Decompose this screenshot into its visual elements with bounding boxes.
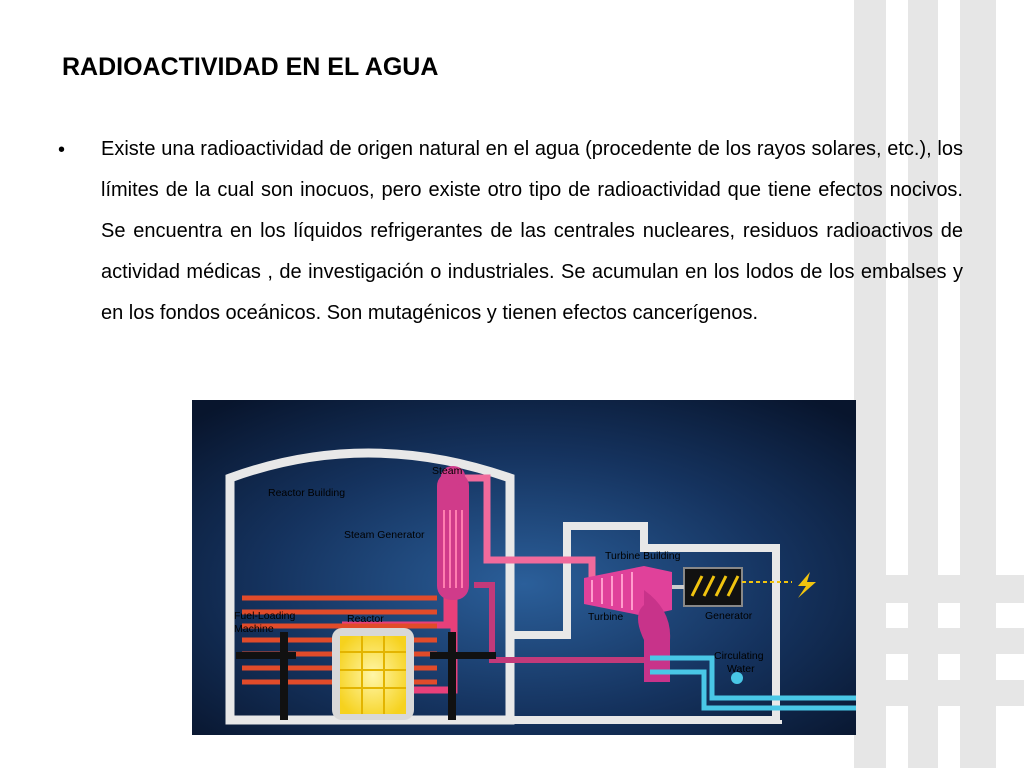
reactor-vessel xyxy=(332,628,414,720)
label-circulating-2: Water xyxy=(727,663,755,675)
generator xyxy=(684,568,742,606)
label-generator: Generator xyxy=(705,610,753,622)
label-fuel-loading-2: Machine xyxy=(234,623,274,635)
label-reactor-building: Reactor Building xyxy=(268,487,346,499)
bullet-marker: • xyxy=(58,139,66,161)
label-turbine: Turbine xyxy=(588,611,624,623)
label-steam-generator: Steam Generator xyxy=(344,529,425,541)
label-fuel-loading-1: Fuel-Loading xyxy=(234,610,296,622)
decor-stripe-horizontal-3 xyxy=(854,680,1024,706)
label-turbine-building: Turbine Building xyxy=(605,550,681,562)
diagram-background xyxy=(192,400,856,735)
steam-generator xyxy=(437,466,469,600)
decor-stripe-horizontal-1 xyxy=(854,575,1024,603)
decor-stripe-horizontal-2 xyxy=(854,628,1024,654)
nuclear-plant-diagram xyxy=(192,400,856,735)
slide-title: RADIOACTIVIDAD EN EL AGUA xyxy=(62,53,439,81)
label-circulating-1: Circulating xyxy=(714,650,764,662)
label-steam: Steam xyxy=(432,465,463,477)
label-reactor: Reactor xyxy=(347,613,384,625)
body-paragraph: Existe una radioactividad de origen natural en el agua (procedente de los rayos solares, etc.), los límites de la cual son inocuos, pero existe otro tipo de radioactividad que tiene efectos nocivos. Se encuentra en los líquidos refrigerantes de las centrales nucleares, residuos radioactivos de actividad médicas , de investigación o industriales. Se acumulan en los lodos de los embalses y en los fondos oceánicos. Son mutagénicos y tienen efectos cancerígenos. xyxy=(101,138,963,324)
